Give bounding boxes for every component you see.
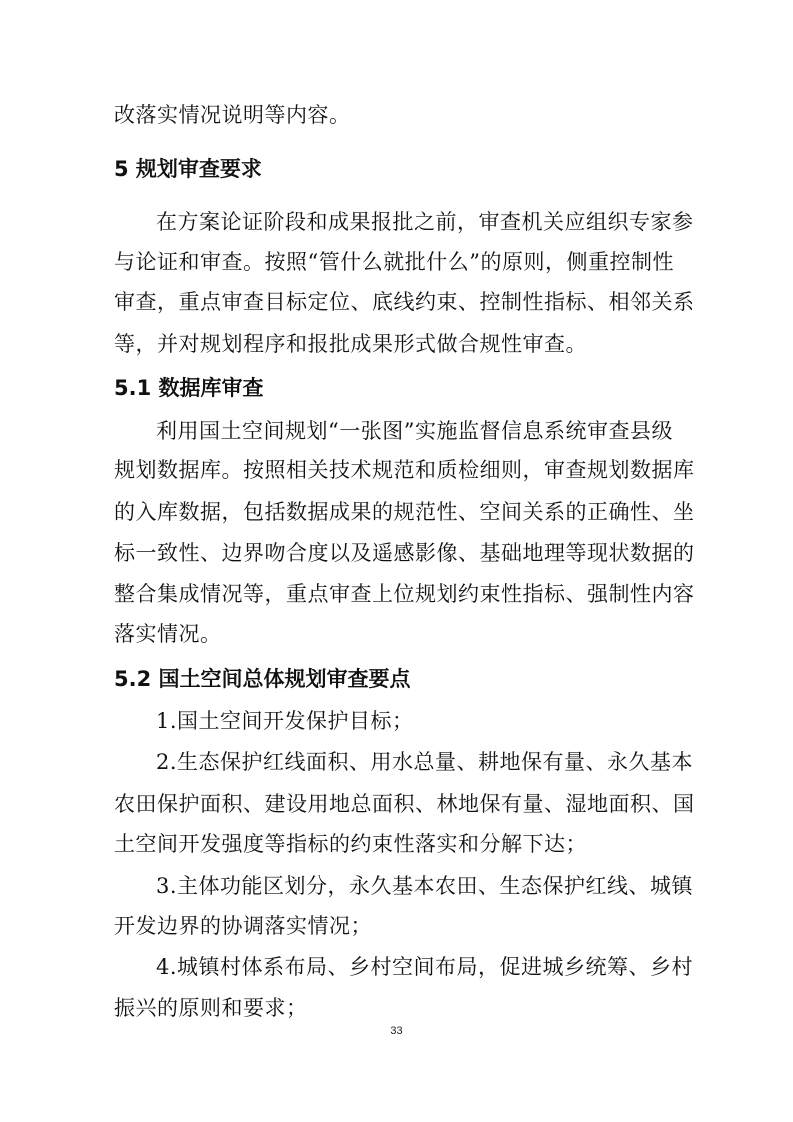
paragraph-line: 落实情况。 bbox=[114, 622, 222, 646]
paragraph-line: 的入库数据，包括数据成果的规范性、空间关系的正确性、坐 bbox=[114, 500, 695, 524]
paragraph-line: 审查，重点审查目标定位、底线约束、控制性指标、相邻关系 bbox=[114, 290, 695, 314]
section-heading-5: 5 规划审查要求 bbox=[114, 157, 262, 181]
list-item: 2.生态保护红线面积、用水总量、耕地保有量、永久基本 bbox=[156, 750, 694, 774]
list-item: 1.国土空间开发保护目标； bbox=[156, 709, 414, 733]
list-item: 4.城镇村体系布局、乡村空间布局，促进城乡统筹、乡村 bbox=[156, 955, 694, 979]
paragraph-line: 标一致性、边界吻合度以及遥感影像、基础地理等现状数据的 bbox=[114, 541, 695, 565]
paragraph-line: 与论证和审查。按照“管什么就批什么”的原则，侧重控制性 bbox=[114, 250, 674, 274]
paragraph-line: 土空间开发强度等指标的约束性落实和分解下达； bbox=[114, 832, 587, 856]
paragraph-line: 开发边界的协调落实情况； bbox=[114, 914, 372, 938]
paragraph-line: 等，并对规划程序和报批成果形式做合规性审查。 bbox=[114, 332, 587, 356]
paragraph-line: 振兴的原则和要求； bbox=[114, 996, 308, 1020]
paragraph-line: 利用国土空间规划“一张图”实施监督信息系统审查县级 bbox=[156, 419, 673, 443]
paragraph-line: 改落实情况说明等内容。 bbox=[114, 103, 351, 127]
paragraph-line: 在方案论证阶段和成果报批之前，审查机关应组织专家参 bbox=[156, 210, 694, 234]
section-heading-5-1: 5.1 数据库审查 bbox=[114, 376, 264, 400]
list-item: 3.主体功能区划分，永久基本农田、生态保护红线、城镇 bbox=[156, 874, 694, 898]
paragraph-line: 农田保护面积、建设用地总面积、林地保有量、湿地面积、国 bbox=[114, 792, 695, 816]
page-number: 33 bbox=[390, 1025, 403, 1037]
section-heading-5-2: 5.2 国土空间总体规划审查要点 bbox=[114, 667, 411, 691]
paragraph-line: 规划数据库。按照相关技术规范和质检细则，审查规划数据库 bbox=[114, 458, 695, 482]
paragraph-line: 整合集成情况等，重点审查上位规划约束性指标、强制性内容 bbox=[114, 582, 695, 606]
